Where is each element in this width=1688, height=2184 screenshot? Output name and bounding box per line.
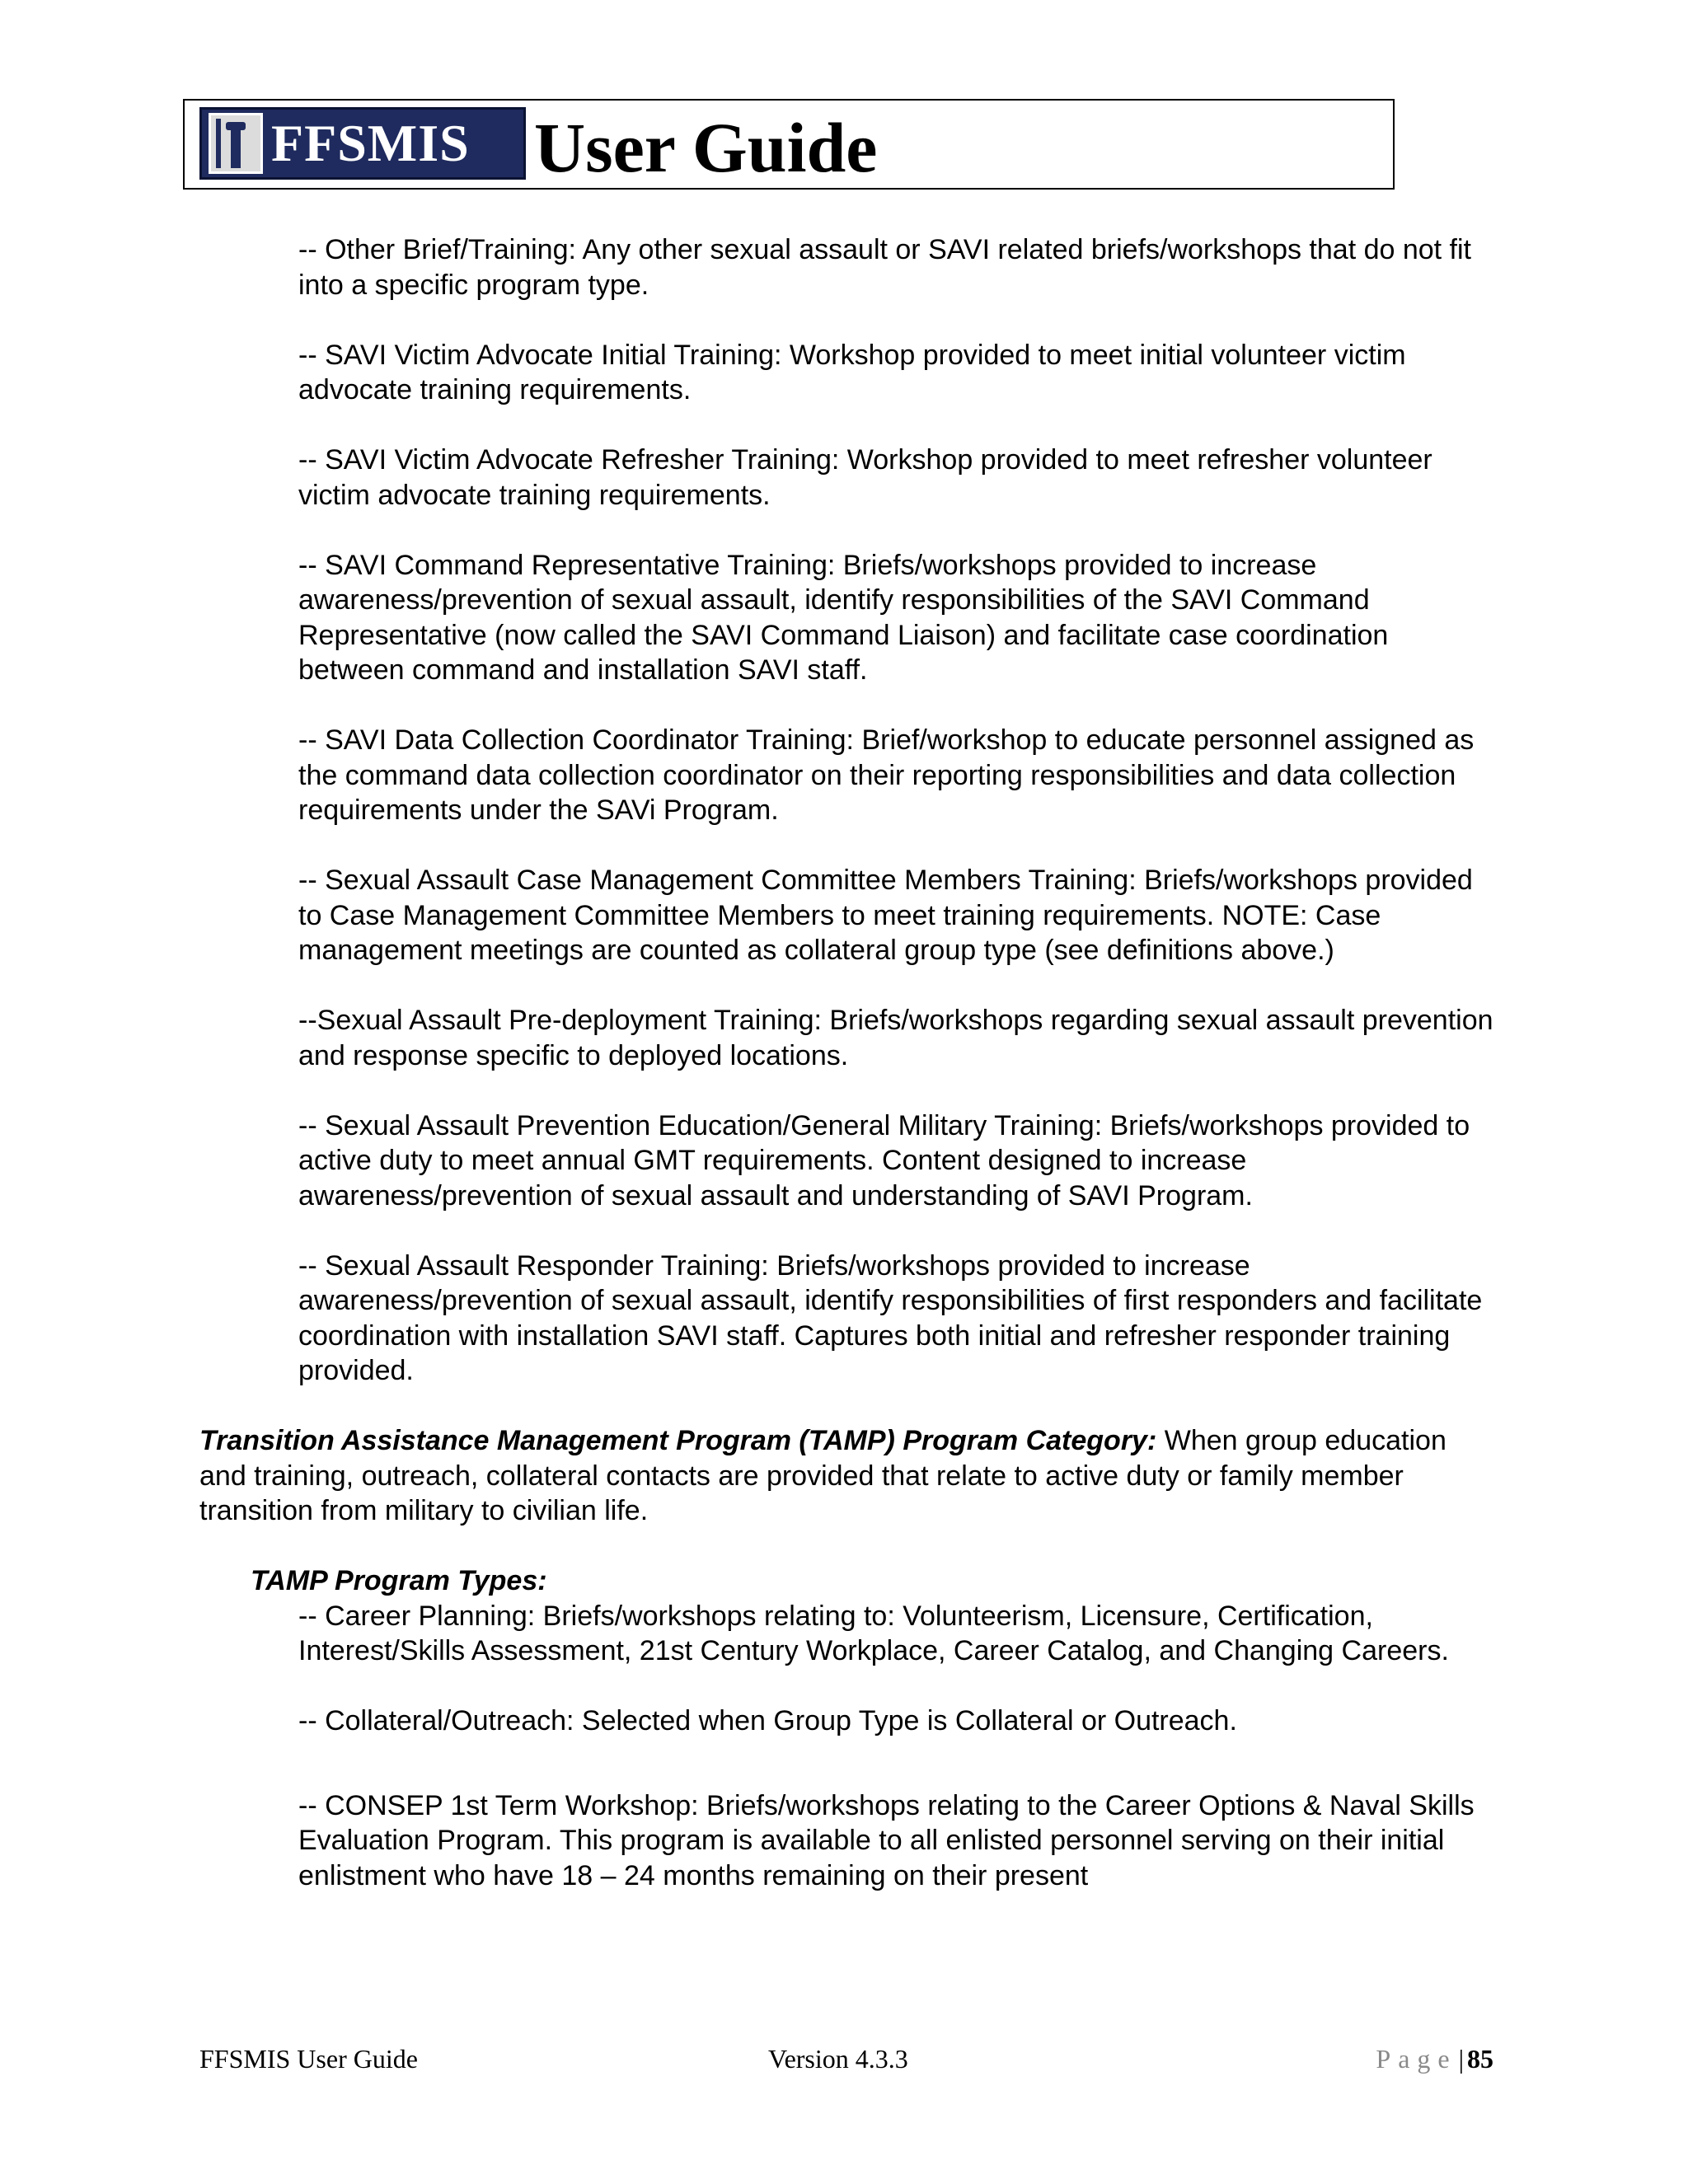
list-item: -- Other Brief/Training: Any other sexual assault or SAVI related briefs/workshops that do not fit into a specific program type. xyxy=(298,234,1472,301)
list-item: -- Collateral/Outreach: Selected when Group Type is Collateral or Outreach. xyxy=(298,1705,1237,1736)
list-item: -- Sexual Assault Responder Training: Briefs/workshops provided to increase awareness/prevention of sexual assault, identify responsibilities of first responders and facilitate coordination with installation SAVI staff. Captures both initial and refresher responder training provided. xyxy=(298,1249,1483,1386)
footer-version: Version 4.3.3 xyxy=(768,2044,908,2074)
list-item: -- CONSEP 1st Term Workshop: Briefs/workshops relating to the Career Options & Naval Skills Evaluation Program. This program is available to all enlisted personnel serving on their initial enlistment who have 18 – 24 months remaining on their present xyxy=(298,1789,1475,1891)
program-category xyxy=(199,1423,1493,1529)
list-item: -- SAVI Command Representative Training: Briefs/workshops provided to increase awareness/prevention of sexual assault, identify responsibilities of the SAVI Command Representative (now called the SAVI Command Liaison) and facilitate case coordination between command and installation SAVI staff. xyxy=(298,549,1389,686)
list-item: -- Sexual Assault Prevention Education/General Military Training: Briefs/workshops provided to active duty to meet annual GMT requirements. Content designed to increase awareness/prevention of sexual assault and understanding of SAVI Program. xyxy=(298,1109,1470,1212)
page-separator: | xyxy=(1458,2044,1464,2074)
page-number: 85 xyxy=(1467,2044,1493,2074)
footer-page xyxy=(1376,2041,1493,2077)
document-body xyxy=(199,232,1493,1893)
list-item: -- SAVI Victim Advocate Refresher Training: Workshop provided to meet refresher volunteer victim advocate training requirements. xyxy=(298,444,1432,511)
footer-guide-name: FFSMIS User Guide xyxy=(199,2044,418,2074)
section-heading: TAMP Program Types: xyxy=(251,1565,547,1596)
list-item: -- SAVI Victim Advocate Initial Training: Workshop provided to meet initial volunteer victim advocate training requirements. xyxy=(298,339,1406,405)
category-text: When group education and training, outreach, collateral contacts are provided that relate to active duty or family member transition from military to civilian life. xyxy=(199,1425,1447,1526)
lighthouse-icon xyxy=(209,113,263,174)
logo-text: FFSMIS xyxy=(271,114,470,172)
page-footer xyxy=(199,2041,1493,2077)
list-item: --Sexual Assault Pre-deployment Training: Briefs/workshops regarding sexual assault prevention and response specific to deployed locations. xyxy=(298,1005,1493,1071)
list-item: -- SAVI Data Collection Coordinator Training: Brief/workshop to educate personnel assigned as the command data collection coordinator on their reporting responsibilities and data collection requirements under the SAVi Program. xyxy=(298,724,1475,826)
header-box xyxy=(183,99,1395,190)
list-item: -- Sexual Assault Case Management Committee Members Training: Briefs/workshops provided to Case Management Committee Members to meet training requirements. NOTE: Case management meetings are counted as collateral group type (see definitions above.) xyxy=(298,865,1473,966)
page-title: User Guide xyxy=(534,108,878,187)
category-label: Transition Assistance Management Program (TAMP) Program Category: xyxy=(199,1425,1157,1456)
page-label: Page xyxy=(1376,2044,1457,2074)
list-item: -- Career Planning: Briefs/workshops relating to: Volunteerism, Licensure, Certification, Interest/Skills Assessment, 21st Century Workplace, Career Catalog, and Changing Careers. xyxy=(298,1600,1449,1666)
ffsmis-logo xyxy=(199,107,526,180)
